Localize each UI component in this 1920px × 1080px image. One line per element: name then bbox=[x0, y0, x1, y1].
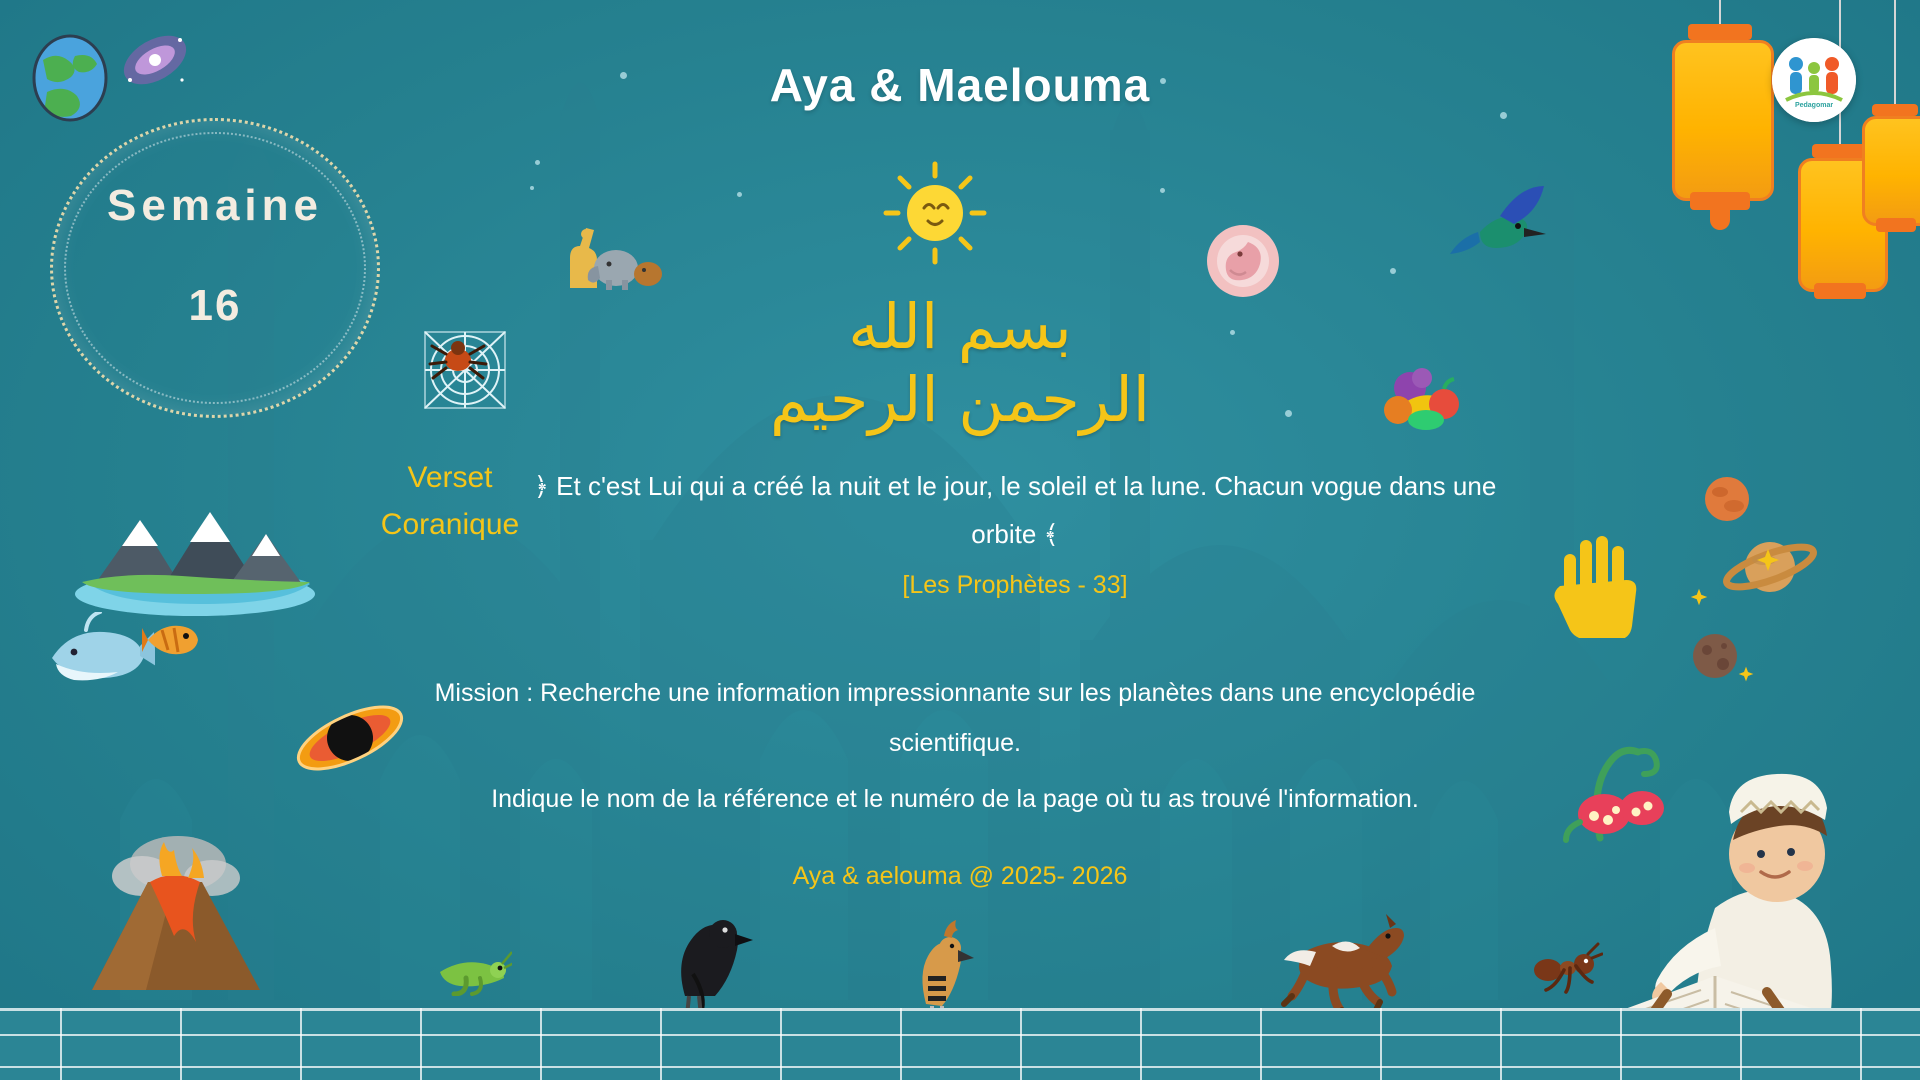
lantern-icon bbox=[1862, 116, 1920, 226]
logo-badge[interactable] bbox=[1772, 38, 1856, 122]
mission-block bbox=[420, 668, 1490, 824]
floor-line bbox=[180, 1008, 182, 1080]
floor-line bbox=[660, 1008, 662, 1080]
sparkle-dot bbox=[1390, 268, 1396, 274]
bismillah-calligraphy: بسم الله الرحمن الرحيم bbox=[769, 290, 1151, 436]
floor-line bbox=[0, 1008, 1920, 1011]
page-title: Aya & Maelouma bbox=[769, 59, 1151, 111]
lantern-cap bbox=[1812, 144, 1868, 158]
verse-label-line1: Verset bbox=[407, 461, 493, 494]
sparkle-dot bbox=[1285, 410, 1292, 417]
floor-grid bbox=[0, 1008, 1920, 1080]
floor-line bbox=[1140, 1008, 1142, 1080]
floor-line bbox=[1740, 1008, 1742, 1080]
sparkle-dot bbox=[1500, 112, 1507, 119]
floor-line bbox=[0, 1034, 1920, 1036]
verse-reference: [Les Prophètes - 33] bbox=[902, 571, 1128, 600]
floor-line bbox=[1260, 1008, 1262, 1080]
sparkle-dot bbox=[737, 192, 742, 197]
floor-line bbox=[1380, 1008, 1382, 1080]
week-badge-number: 16 bbox=[188, 281, 242, 330]
sparkle-dot bbox=[1230, 330, 1235, 335]
verse-block bbox=[500, 462, 1530, 608]
floor-line bbox=[540, 1008, 542, 1080]
floor-line bbox=[60, 1008, 62, 1080]
floor-line bbox=[1500, 1008, 1502, 1080]
week-badge bbox=[50, 118, 380, 418]
mission-line-1: Mission : Recherche une information impressionnante sur les planètes dans une encyclopédie scientifique. bbox=[434, 679, 1476, 757]
sparkle-dot bbox=[600, 270, 606, 276]
sparkle-dot bbox=[535, 160, 540, 165]
logo-caption: Pedagomar bbox=[1794, 102, 1834, 109]
floor-line bbox=[780, 1008, 782, 1080]
lantern-cap bbox=[1872, 104, 1918, 116]
lantern-icon bbox=[1672, 40, 1774, 201]
sparkle-dot bbox=[1160, 188, 1165, 193]
verse-label-line2: Coranique bbox=[380, 507, 520, 541]
footer-credit: Aya & aelouma @ 2025- 2026 bbox=[792, 862, 1128, 890]
floor-line bbox=[1860, 1008, 1862, 1080]
week-badge-label: Semaine bbox=[107, 181, 323, 230]
mission-line-2: Indique le nom de la référence et le numéro de la page où tu as trouvé l'information. bbox=[491, 785, 1419, 813]
verse-text: ﴿ Et c'est Lui qui a créé la nuit et le jour, le soleil et la lune. Chacun vogue dans une orbite ﴾ bbox=[533, 471, 1497, 550]
floor-line bbox=[1620, 1008, 1622, 1080]
pedagomar-logo-icon bbox=[1772, 38, 1856, 122]
lantern-base bbox=[1814, 283, 1866, 299]
sparkle-dot bbox=[530, 186, 534, 190]
floor-line bbox=[300, 1008, 302, 1080]
floor-line bbox=[1020, 1008, 1022, 1080]
lantern-base bbox=[1876, 218, 1916, 232]
lantern-drop bbox=[1710, 208, 1730, 230]
floor-line bbox=[0, 1066, 1920, 1068]
floor-line bbox=[900, 1008, 902, 1080]
lantern-cap bbox=[1688, 24, 1752, 40]
floor-line bbox=[420, 1008, 422, 1080]
lantern-cord bbox=[1894, 0, 1896, 108]
